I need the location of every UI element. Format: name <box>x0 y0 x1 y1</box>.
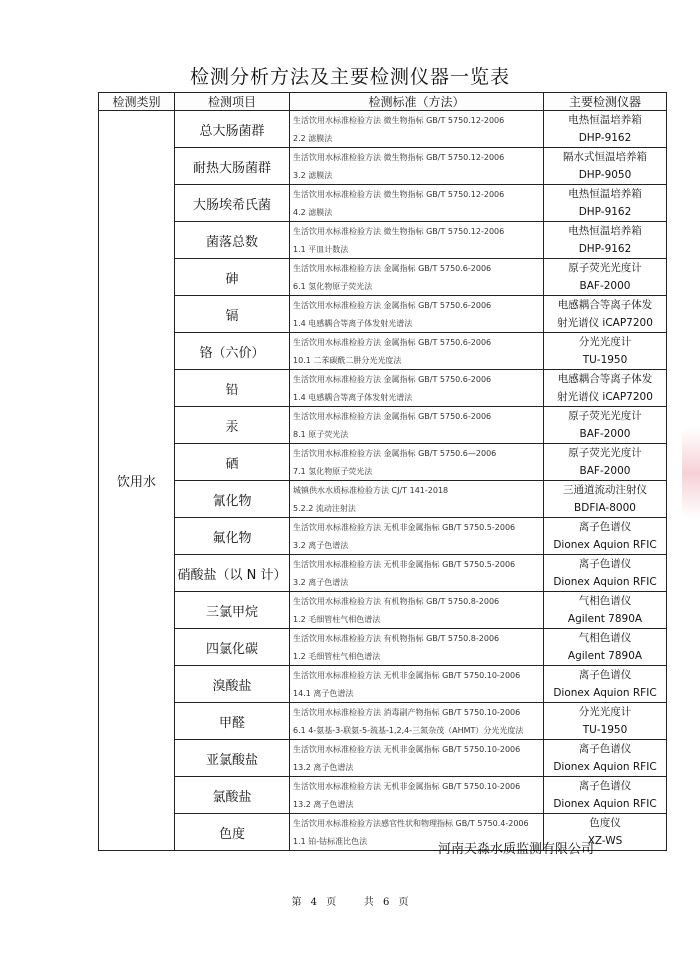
instrument-cell <box>544 481 667 518</box>
standard-cell <box>290 370 544 407</box>
item-cell: 氟化物 <box>175 518 290 555</box>
standard-cell <box>290 555 544 592</box>
instrument-cell <box>544 444 667 481</box>
instrument-name: 原子荧光光度计 <box>568 447 642 459</box>
pager-current: 4 <box>310 897 318 908</box>
instrument-name: 离子色谱仪 <box>578 558 632 570</box>
page-title: 检测分析方法及主要检测仪器一览表 <box>189 66 510 88</box>
item-cell: 三氯甲烷 <box>175 592 290 629</box>
item-cell: 汞 <box>175 407 290 444</box>
table-row <box>99 666 667 703</box>
item-cell: 铬（六价） <box>175 333 290 370</box>
standard-cell <box>290 703 544 740</box>
method-line: 3.2 离子色谱法 <box>293 577 349 587</box>
standard-cell <box>290 740 544 777</box>
instrument-name: 色度仪 <box>589 817 621 829</box>
instrument-model: 射光谱仪 iCAP7200 <box>557 317 653 329</box>
method-line: 2.2 滤膜法 <box>293 133 333 143</box>
pager-total-suffix: 页 <box>398 897 409 908</box>
method-line: 1.2 毛细管柱气相色谱法 <box>293 614 381 624</box>
item-cell: 硝酸盐（以 N 计） <box>175 555 290 592</box>
instrument-model: Dionex Aquion RFIC <box>553 798 657 810</box>
method-line: 13.2 离子色谱法 <box>293 762 354 772</box>
standard-cell <box>290 777 544 814</box>
instrument-cell <box>544 555 667 592</box>
table-row <box>99 703 667 740</box>
instrument-cell <box>544 296 667 333</box>
standard-line: 城镇供水水质标准检验方法 CJ/T 141-2018 <box>293 485 449 495</box>
table-row <box>99 592 667 629</box>
standard-line: 生活饮用水标准检验方法 金属指标 GB/T 5750.6-2006 <box>293 337 492 347</box>
header-instrument: 主要检测仪器 <box>544 93 667 111</box>
standard-line: 生活饮用水标准检验方法 无机非金属指标 GB/T 5750.5-2006 <box>293 559 516 569</box>
pager-total-prefix: 共 <box>363 897 374 908</box>
standard-cell <box>290 185 544 222</box>
item-cell: 硒 <box>175 444 290 481</box>
item-cell: 砷 <box>175 259 290 296</box>
standard-cell <box>290 518 544 555</box>
standard-cell <box>290 111 544 148</box>
item-cell: 氯酸盐 <box>175 777 290 814</box>
stamp-edge <box>682 428 700 518</box>
standard-line: 生活饮用水标准检验方法 有机物指标 GB/T 5750.8-2006 <box>293 633 500 643</box>
instrument-model: Agilent 7890A <box>567 650 643 662</box>
instrument-model: Agilent 7890A <box>567 613 643 625</box>
table-row <box>99 629 667 666</box>
instrument-cell <box>544 777 667 814</box>
standard-line: 生活饮用水标准检验方法 金属指标 GB/T 5750.6-2006 <box>293 411 492 421</box>
instrument-cell <box>544 370 667 407</box>
standard-line: 生活饮用水标准检验方法 金属指标 GB/T 5750.6—2006 <box>293 448 497 458</box>
table-body <box>99 111 667 851</box>
item-cell: 菌落总数 <box>175 222 290 259</box>
instrument-model: 射光谱仪 iCAP7200 <box>557 391 653 403</box>
standard-line: 生活饮用水标准检验方法 金属指标 GB/T 5750.6-2006 <box>293 374 492 384</box>
item-cell: 溴酸盐 <box>175 666 290 703</box>
instrument-model: BAF-2000 <box>579 280 631 292</box>
method-line: 1.1 平皿计数法 <box>293 244 349 254</box>
instrument-model: TU-1950 <box>582 724 628 736</box>
standard-line: 生活饮用水标准检验方法 金属指标 GB/T 5750.6-2006 <box>293 263 492 273</box>
instrument-name: 分光光度计 <box>578 706 632 718</box>
instrument-cell <box>544 148 667 185</box>
method-line: 3.2 滤膜法 <box>293 170 333 180</box>
standard-cell <box>290 444 544 481</box>
header-category: 检测类别 <box>99 93 175 111</box>
table-row <box>99 296 667 333</box>
instrument-cell <box>544 259 667 296</box>
instrument-name: 电感耦合等离子体发 <box>557 373 653 385</box>
instrument-cell <box>544 111 667 148</box>
table-row <box>99 407 667 444</box>
item-cell: 甲醛 <box>175 703 290 740</box>
instrument-name: 离子色谱仪 <box>578 521 632 533</box>
item-cell: 镉 <box>175 296 290 333</box>
standard-line: 生活饮用水标准检验方法 消毒副产物指标 GB/T 5750.10-2006 <box>293 707 521 717</box>
table-row <box>99 444 667 481</box>
pager-page-word: 页 <box>326 897 337 908</box>
standard-line: 生活饮用水标准检验方法 微生物指标 GB/T 5750.12-2006 <box>293 226 505 236</box>
instrument-model: Dionex Aquion RFIC <box>553 687 657 699</box>
methods-table <box>98 92 667 851</box>
company-name: 河南天淼水质监测有限公司 <box>438 842 595 857</box>
standard-cell <box>290 222 544 259</box>
instrument-name: 分光光度计 <box>578 336 632 348</box>
standard-line: 生活饮用水标准检验方法 无机非金属指标 GB/T 5750.10-2006 <box>293 781 521 791</box>
standard-line: 生活饮用水标准检验方法感官性状和物理指标 GB/T 5750.4-2006 <box>293 818 529 828</box>
standard-line: 生活饮用水标准检验方法 无机非金属指标 GB/T 5750.10-2006 <box>293 670 521 680</box>
standard-cell <box>290 259 544 296</box>
category-cell: 饮用水 <box>99 111 175 851</box>
standard-cell <box>290 666 544 703</box>
method-line: 3.2 离子色谱法 <box>293 540 349 550</box>
instrument-model: Dionex Aquion RFIC <box>553 539 657 551</box>
instrument-model: BAF-2000 <box>579 428 631 440</box>
method-line: 1.4 电感耦合等离子体发射光谱法 <box>293 318 413 328</box>
standard-line: 生活饮用水标准检验方法 金属指标 GB/T 5750.6-2006 <box>293 300 492 310</box>
instrument-name: 电热恒温培养箱 <box>568 188 642 200</box>
standard-line: 生活饮用水标准检验方法 无机非金属指标 GB/T 5750.10-2006 <box>293 744 521 754</box>
standard-line: 生活饮用水标准检验方法 无机非金属指标 GB/T 5750.5-2006 <box>293 522 516 532</box>
standard-cell <box>290 592 544 629</box>
instrument-name: 气相色谱仪 <box>578 632 632 644</box>
item-cell: 大肠埃希氏菌 <box>175 185 290 222</box>
method-line: 10.1 二苯碳酰二肼分光光度法 <box>293 355 402 365</box>
table-row <box>99 111 667 148</box>
item-cell: 亚氯酸盐 <box>175 740 290 777</box>
table-row <box>99 555 667 592</box>
instrument-name: 电感耦合等离子体发 <box>557 299 653 311</box>
instrument-model: BDFIA-8000 <box>574 502 636 514</box>
header-standard: 检测标准（方法） <box>290 93 544 111</box>
instrument-model: BAF-2000 <box>579 465 631 477</box>
method-line: 1.1 铂-钴标准比色法 <box>293 836 368 846</box>
item-cell: 总大肠菌群 <box>175 111 290 148</box>
instrument-name: 电热恒温培养箱 <box>568 114 642 126</box>
item-cell: 色度 <box>175 814 290 851</box>
instrument-model: DHP-9050 <box>578 169 632 181</box>
standard-cell <box>290 629 544 666</box>
standard-cell <box>290 296 544 333</box>
instrument-model: DHP-9162 <box>578 206 632 218</box>
instrument-cell <box>544 740 667 777</box>
method-line: 4.2 滤膜法 <box>293 207 333 217</box>
item-cell: 四氯化碳 <box>175 629 290 666</box>
instrument-cell <box>544 703 667 740</box>
table-row <box>99 518 667 555</box>
table-row <box>99 740 667 777</box>
method-line: 6.1 氢化物原子荧光法 <box>293 281 373 291</box>
instrument-name: 隔水式恒温培养箱 <box>563 151 647 163</box>
pager-total: 6 <box>382 897 390 908</box>
standard-line: 生活饮用水标准检验方法 微生物指标 GB/T 5750.12-2006 <box>293 189 505 199</box>
table-row <box>99 777 667 814</box>
method-line: 13.2 离子色谱法 <box>293 799 354 809</box>
instrument-cell <box>544 333 667 370</box>
method-line: 8.1 原子荧光法 <box>293 429 349 439</box>
instrument-model: DHP-9162 <box>578 132 632 144</box>
standard-line: 生活饮用水标准检验方法 微生物指标 GB/T 5750.12-2006 <box>293 152 505 162</box>
instrument-cell <box>544 222 667 259</box>
table-row <box>99 481 667 518</box>
instrument-name: 离子色谱仪 <box>578 780 632 792</box>
table-row <box>99 222 667 259</box>
header-item: 检测项目 <box>175 93 290 111</box>
method-line: 6.1 4-氨基-3-联氨-5-巯基-1,2,4-三氮杂茂（AHMT）分光光度法 <box>293 725 524 735</box>
standard-cell <box>290 333 544 370</box>
standard-line: 生活饮用水标准检验方法 微生物指标 GB/T 5750.12-2006 <box>293 115 505 125</box>
instrument-model: Dionex Aquion RFIC <box>553 576 657 588</box>
instrument-cell <box>544 592 667 629</box>
instrument-name: 电热恒温培养箱 <box>568 225 642 237</box>
item-cell: 铅 <box>175 370 290 407</box>
instrument-model: Dionex Aquion RFIC <box>553 761 657 773</box>
instrument-name: 三通道流动注射仪 <box>563 484 647 496</box>
standard-cell <box>290 481 544 518</box>
standard-line: 生活饮用水标准检验方法 有机物指标 GB/T 5750.8-2006 <box>293 596 500 606</box>
instrument-model: XZ-WS <box>587 835 623 847</box>
table-row <box>99 333 667 370</box>
standard-cell <box>290 148 544 185</box>
pager-prefix: 第 <box>291 897 302 908</box>
instrument-name: 离子色谱仪 <box>578 669 632 681</box>
method-line: 1.2 毛细管柱气相色谱法 <box>293 651 381 661</box>
instrument-name: 离子色谱仪 <box>578 743 632 755</box>
instrument-model: TU-1950 <box>582 354 628 366</box>
instrument-cell <box>544 666 667 703</box>
item-cell: 氰化物 <box>175 481 290 518</box>
instrument-model: DHP-9162 <box>578 243 632 255</box>
table-row <box>99 185 667 222</box>
method-line: 1.4 电感耦合等离子体发射光谱法 <box>293 392 413 402</box>
instrument-name: 气相色谱仪 <box>578 595 632 607</box>
item-cell: 耐热大肠菌群 <box>175 148 290 185</box>
instrument-cell <box>544 185 667 222</box>
method-line: 14.1 离子色谱法 <box>293 688 354 698</box>
table-row <box>99 148 667 185</box>
table-header-row <box>99 93 667 111</box>
page-indicator <box>0 893 700 908</box>
instrument-cell <box>544 629 667 666</box>
instrument-cell <box>544 407 667 444</box>
instrument-name: 原子荧光光度计 <box>568 262 642 274</box>
table-row <box>99 370 667 407</box>
table-row <box>99 259 667 296</box>
instrument-cell <box>544 518 667 555</box>
method-line: 7.1 氢化物原子荧光法 <box>293 466 373 476</box>
instrument-name: 原子荧光光度计 <box>568 410 642 422</box>
standard-cell <box>290 407 544 444</box>
method-line: 5.2.2 流动注射法 <box>293 503 356 513</box>
